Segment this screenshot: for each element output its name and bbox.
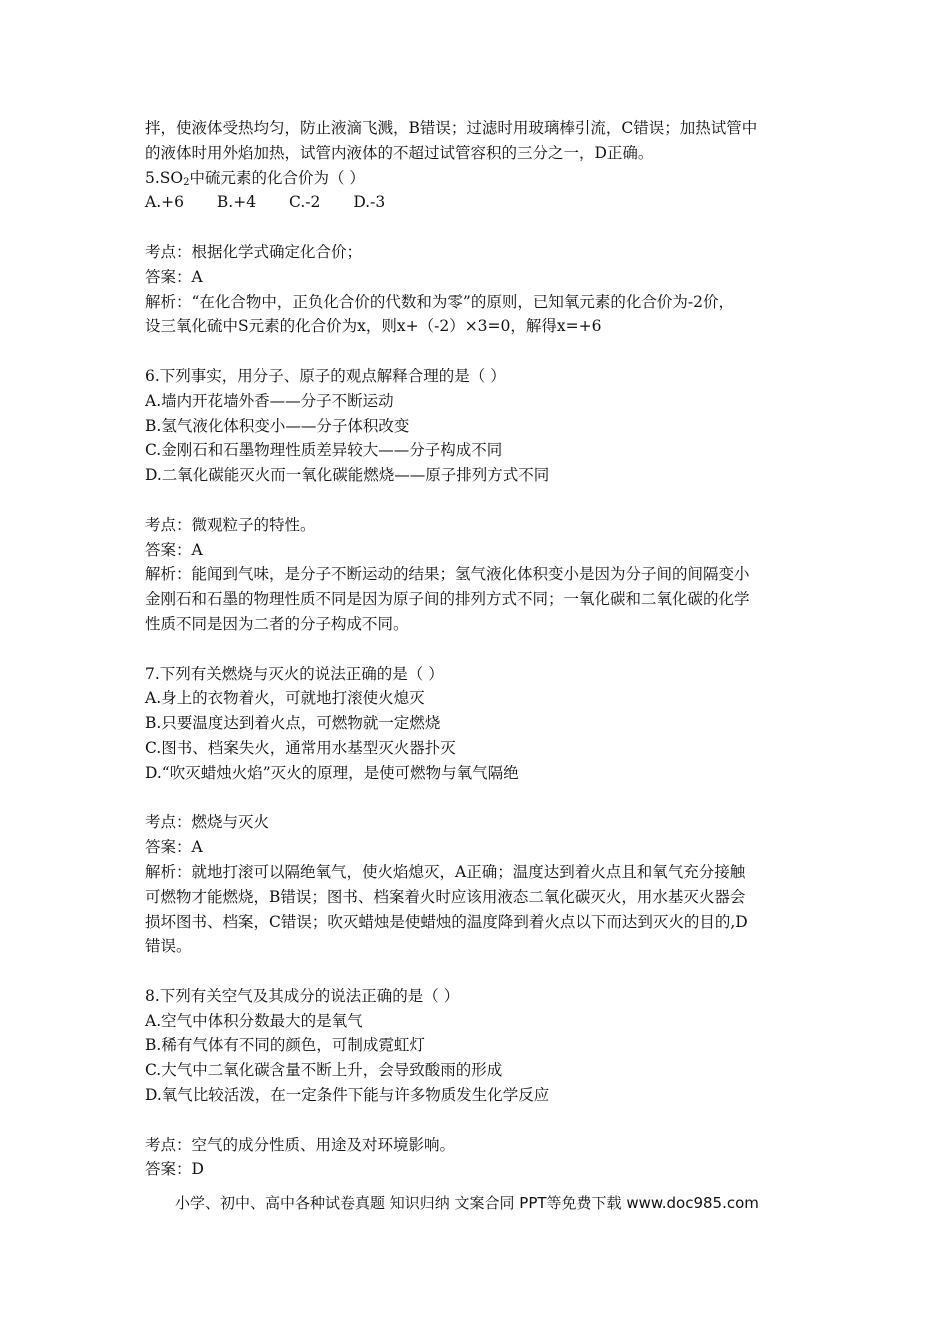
q5-kaodian: 考点：根据化学式确定化合价； (145, 242, 363, 261)
q7-analysis-line: 错误。 (145, 937, 192, 956)
q6-option-d: D.二氧化碳能灭火而一氧化碳能燃烧——原子排列方式不同 (145, 466, 550, 485)
q7-stem: 7.下列有关燃烧与灭火的说法正确的是（ ） (145, 664, 444, 683)
q5-analysis-line: 解析：“在化合物中，正负化合价的代数和为零”的原则，已知氧元素的化合价为-2价， (145, 292, 734, 311)
q5-option-d: D.-3 (353, 193, 386, 212)
q6-option-c: C.金刚石和石墨物理性质差异较大——分子构成不同 (145, 441, 503, 460)
q6-kaodian: 考点：微观粒子的特性。 (145, 515, 316, 534)
q7-analysis-line: 可燃物才能燃烧，B错误；图书、档案着火时应该用液态二氧化碳灭火，用水基灭火器会 (145, 887, 746, 906)
q5-option-b: B.+4 (216, 193, 257, 212)
q7-option-d: D.“吹灭蜡烛火焰”灭火的原理，是使可燃物与氧气隔绝 (145, 763, 519, 782)
q6-stem: 6.下列事实，用分子、原子的观点解释合理的是（ ） (145, 366, 506, 385)
page-footer: 小学、初中、高中各种试卷真题 知识归纳 文案合同 PPT等免费下载 www.doc985.com (175, 1194, 759, 1212)
q6-analysis-line: 解析：能闻到气味，是分子不断运动的结果；氢气液化体积变小是因为分子间的间隔变小 (145, 565, 750, 584)
q5-stem-suffix: 中硫元素的化合价为（ ） (189, 168, 365, 187)
q5-option-a: A.+6 (145, 193, 184, 212)
q8-option-d: D.氧气比较活泼，在一定条件下能与许多物质发生化学反应 (145, 1086, 550, 1105)
q8-option-c: C.大气中二氧化碳含量不断上升，会导致酸雨的形成 (145, 1061, 503, 1080)
q6-option-b: B.氢气液化体积变小——分子体积改变 (145, 416, 410, 435)
q8-kaodian: 考点：空气的成分性质、用途及对环境影响。 (145, 1135, 456, 1154)
q5-answer: 答案：A (145, 267, 203, 286)
q7-option-c: C.图书、档案失火，通常用水基型灭火器扑灭 (145, 738, 456, 757)
q6-answer: 答案：A (145, 540, 203, 559)
q8-option-b: B.稀有气体有不同的颜色，可制成霓虹灯 (145, 1036, 425, 1055)
q8-answer: 答案：D (145, 1160, 204, 1179)
q8-option-a: A.空气中体积分数最大的是氧气 (145, 1011, 363, 1030)
q6-analysis-line: 性质不同是因为二者的分子构成不同。 (145, 614, 409, 633)
q7-answer: 答案：A (145, 838, 203, 857)
q5-options (145, 190, 817, 215)
q8-stem: 8.下列有关空气及其成分的说法正确的是（ ） (145, 986, 460, 1005)
q7-option-a: A.身上的衣物着火，可就地打滚使火熄灭 (145, 689, 425, 708)
intro-line: 拌，使液体受热均匀，防止液滴飞溅，B错误；过滤时用玻璃棒引流，C错误；加热试管中 (145, 119, 758, 137)
q5-stem (145, 166, 817, 191)
q7-kaodian: 考点：燃烧与灭火 (145, 813, 270, 832)
q6-analysis-line: 金刚石和石墨的物理性质不同是因为原子间的排列方式不同；一氧化碳和二氧化碳的化学 (145, 590, 750, 609)
q7-analysis-line: 解析：就地打滚可以隔绝氧气，使火焰熄灭，A正确；温度达到着火点且和氧气充分接触 (145, 862, 746, 881)
q6-option-a: A.墙内开花墙外香——分子不断运动 (145, 391, 394, 410)
q5-option-c: C.-2 (289, 193, 321, 212)
intro-line: 的液体时用外焰加热，试管内液体的不超过试管容积的三分之一，D正确。 (145, 143, 654, 162)
q7-analysis-line: 损坏图书、档案，C错误；吹灭蜡烛是使蜡烛的温度降到着火点以下而达到灭火的目的,D (145, 912, 748, 931)
q5-stem-subscript: 2 (183, 176, 190, 188)
q7-option-b: B.只要温度达到着火点，可燃物就一定燃烧 (145, 714, 441, 733)
q5-stem-prefix: 5.SO (145, 168, 184, 187)
q5-analysis-line: 设三氧化硫中S元素的化合价为x，则x+（-2）×3=0，解得x=+6 (145, 317, 602, 336)
document-page (145, 116, 817, 1182)
